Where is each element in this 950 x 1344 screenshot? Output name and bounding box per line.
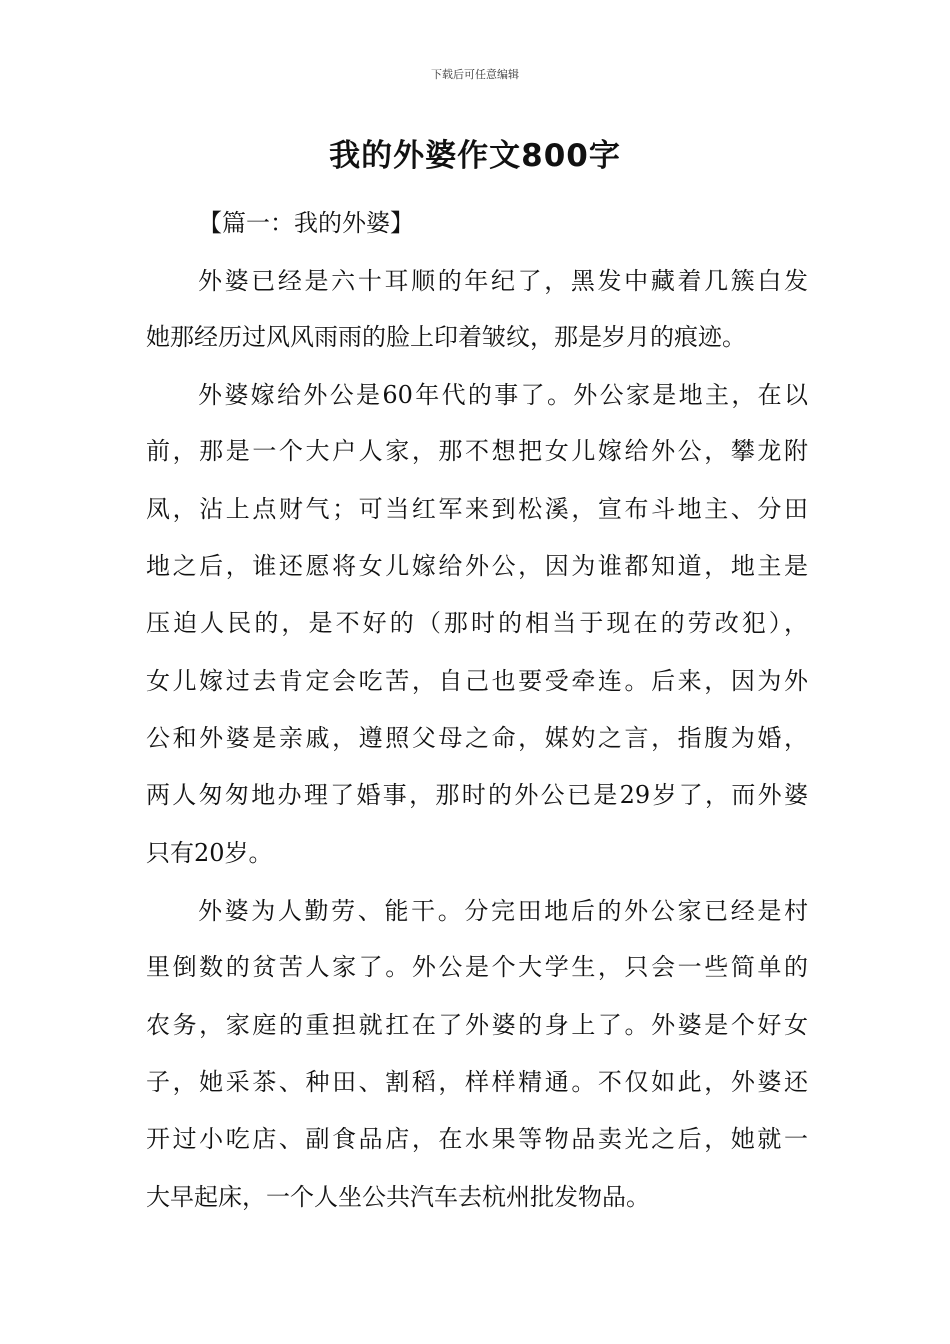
paragraph-line: 子，她采茶、种田、割稻，样样精通。不仅如此，外婆还 [146, 1068, 808, 1096]
paragraph-line: 农务，家庭的重担就扛在了外婆的身上了。外婆是个好女 [146, 1011, 808, 1039]
page-title: 我的外婆作文800字 [329, 138, 621, 174]
paragraph-line: 开过小吃店、副食品店，在水果等物品卖光之后，她就一 [146, 1125, 808, 1153]
paragraph-line: 前，那是一个大户人家，那不想把女儿嫁给外公，攀龙附 [146, 437, 808, 465]
paragraph-line: 压迫人民的，是不好的（那时的相当于现在的劳改犯）， [146, 609, 808, 637]
paragraph-line: 外婆已经是六十耳顺的年纪了，黑发中藏着几簇白发 [198, 267, 808, 295]
paragraph-line: 外婆为人勤劳、能干。分完田地后的外公家已经是村 [198, 897, 808, 925]
paragraph-line: 凤，沾上点财气；可当红军来到松溪，宣布斗地主、分田 [146, 495, 808, 523]
section-heading: 【篇一：我的外婆】 [198, 209, 414, 237]
paragraph-line: 外婆嫁给外公是60年代的事了。外公家是地主，在以 [198, 381, 808, 409]
paragraph-line: 大早起床，一个人坐公共汽车去杭州批发物品。 [146, 1183, 650, 1211]
paragraph-line: 地之后，谁还愿将女儿嫁给外公，因为谁都知道，地主是 [146, 552, 808, 580]
paragraph-line: 两人匆匆地办理了婚事，那时的外公已是29岁了，而外婆 [146, 781, 808, 809]
header-note: 下载后可任意编辑 [431, 68, 519, 81]
paragraph-line: 只有20岁。 [146, 839, 273, 867]
paragraph-line: 她那经历过风风雨雨的脸上印着皱纹，那是岁月的痕迹。 [146, 323, 746, 351]
paragraph-line: 女儿嫁过去肯定会吃苦，自己也要受牵连。后来，因为外 [146, 667, 808, 695]
paragraph-line: 公和外婆是亲戚，遵照父母之命，媒妁之言，指腹为婚， [146, 724, 808, 752]
paragraph-line: 里倒数的贫苦人家了。外公是个大学生，只会一些简单的 [146, 953, 808, 981]
